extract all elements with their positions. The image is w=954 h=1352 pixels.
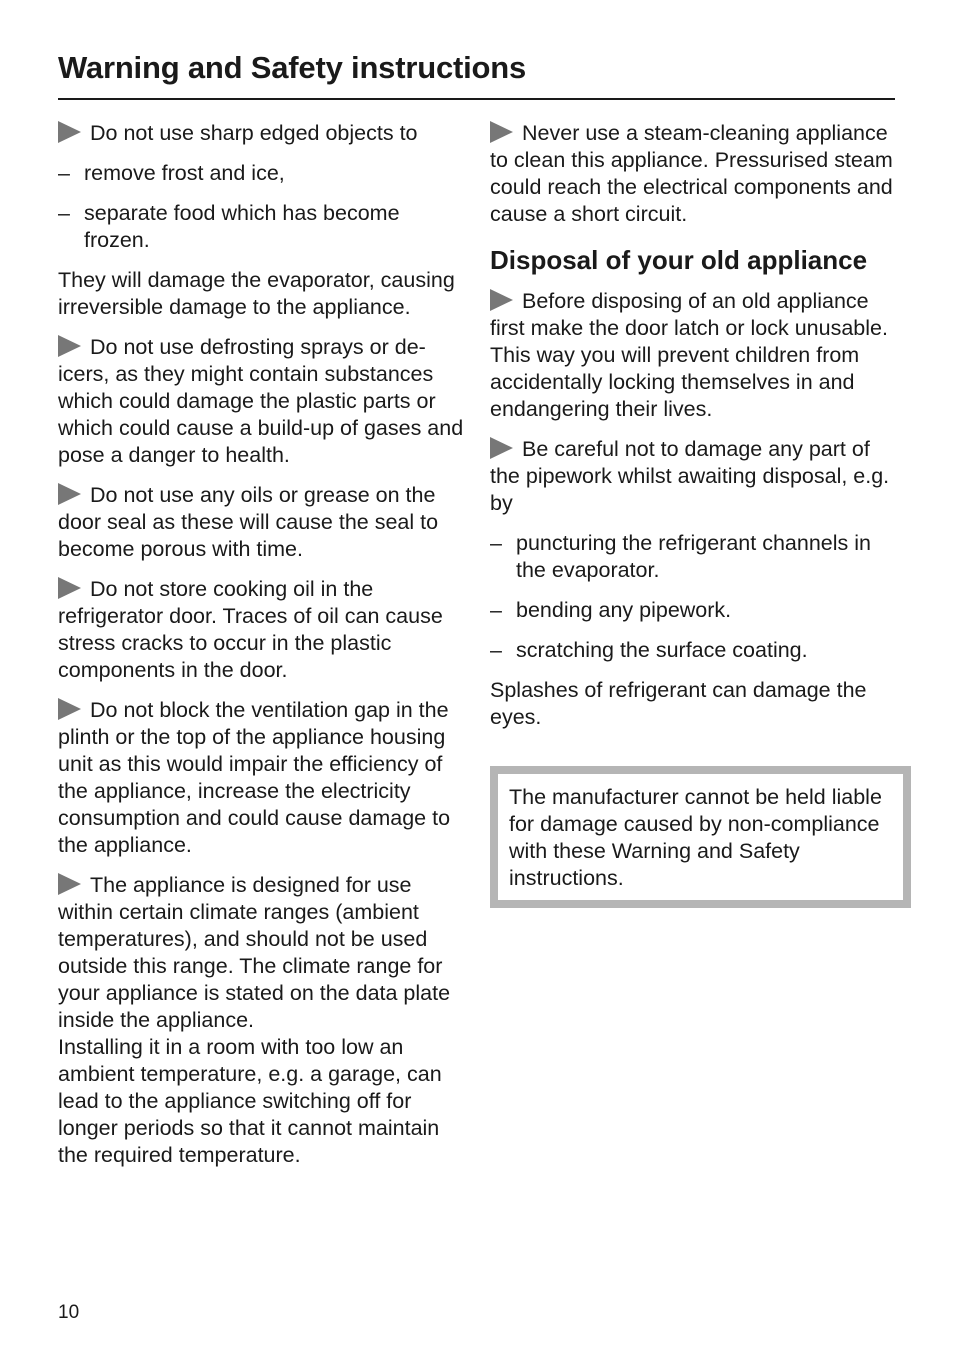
- dash-marker: –: [58, 201, 70, 225]
- triangle-arrow-icon: [58, 483, 81, 505]
- section-heading-disposal: Disposal of your old appliance: [490, 245, 868, 275]
- warning-steam-cleaning: Never use a steam-cleaning appliance to clean this appliance. Pressurised steam could reach the electrical components and cause a short circuit.: [490, 121, 893, 226]
- dash-marker: –: [490, 598, 502, 622]
- title-divider: [58, 98, 895, 100]
- triangle-arrow-icon: [58, 121, 81, 143]
- warning-sharp-objects: Do not use sharp edged objects to: [58, 120, 466, 147]
- dash-marker: –: [58, 161, 70, 185]
- list-item: – remove frost and ice,: [58, 161, 285, 185]
- triangle-arrow-icon: [58, 335, 81, 357]
- left-column: [58, 120, 466, 1182]
- triangle-arrow-icon: [490, 289, 513, 311]
- list-item: – scratching the surface coating.: [490, 638, 808, 662]
- liability-notice-box: [490, 766, 911, 908]
- warning-ventilation-gap: Do not block the ventilation gap in the plinth or the top of the appliance housing unit as this would impair the efficiency of the appliance, increase the electricity consumption and could cause damage to the appliance.: [58, 698, 451, 857]
- dash-marker: –: [490, 638, 502, 662]
- warning-oils-grease: Do not use any oils or grease on the door seal as these will cause the seal to become porous with time.: [58, 483, 439, 561]
- triangle-arrow-icon: [58, 698, 81, 720]
- liability-notice-text: The manufacturer cannot be held liable for damage caused by non-compliance with these Warning and Safety instructions.: [509, 785, 882, 890]
- triangle-arrow-icon: [490, 437, 513, 459]
- triangle-arrow-icon: [58, 873, 81, 895]
- right-column: [490, 120, 898, 908]
- disposal-pipework: Be careful not to damage any part of the pipework whilst awaiting disposal, e.g. by: [490, 437, 890, 515]
- list-item: – separate food which has become frozen.: [58, 201, 400, 252]
- page-title: Warning and Safety instructions: [58, 50, 527, 85]
- list-item: – puncturing the refrigerant channels in the evaporator.: [490, 531, 871, 582]
- triangle-arrow-icon: [58, 577, 81, 599]
- list-item: – bending any pipework.: [490, 598, 732, 622]
- page-number: 10: [58, 1302, 80, 1323]
- dash-marker: –: [490, 531, 502, 555]
- warning-cooking-oil: Do not store cooking oil in the refrigerator door. Traces of oil can cause stress cracks to occur in the plastic components in the door.: [58, 577, 443, 682]
- refrigerant-eyes-text: Splashes of refrigerant can damage the eyes.: [490, 678, 867, 729]
- disposal-door-latch: Before disposing of an old appliance first make the door latch or lock unusable. This way you will prevent children from accidentally locking themselves in and endangering their lives.: [490, 289, 888, 421]
- warning-climate-range: The appliance is designed for use within certain climate ranges (ambient temperatures), and should not be used outside this range. The climate range for your appliance is stated on the data plate inside the appliance. Installing it in a room with too low an ambient temperature, e.g. a garage, can lead to the appliance switching off for longer periods so that it cannot maintain the required temperature.: [58, 873, 451, 1167]
- evaporator-damage-text: They will damage the evaporator, causing irreversible damage to the appliance.: [58, 268, 455, 319]
- warning-defrosting-sprays: Do not use defrosting sprays or de-icers, as they might contain substances which could damage the plastic parts or which could cause a build-up of gases and pose a danger to health.: [58, 335, 464, 467]
- triangle-arrow-icon: [490, 121, 513, 143]
